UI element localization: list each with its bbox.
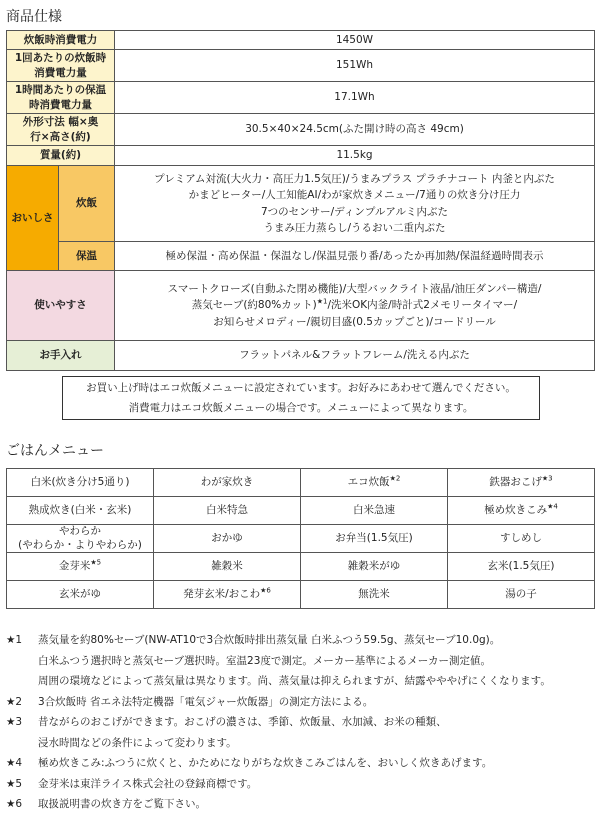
- menu-item: 鉄器おこげ$^{★3}$: [448, 469, 595, 497]
- menu-row: [7, 525, 595, 553]
- menu-item: 玄米がゆ: [7, 581, 154, 609]
- menu-item: エコ炊飯$^{★2}$: [301, 469, 448, 497]
- menu-item: お弁当(1.5気圧): [301, 525, 448, 553]
- menu-row: [7, 497, 595, 525]
- spec-value-power: 1450W: [115, 31, 595, 50]
- menu-row: [7, 581, 595, 609]
- category-tsukaiyasusa: 使いやすさ: [7, 271, 115, 341]
- eco-notice-line-1: お買い上げ時はエコ炊飯メニューに設定されています。お好みにあわせて選んでください。: [86, 382, 516, 394]
- menu-row: [7, 469, 595, 497]
- tsukaiyasusa-features: スマートクローズ(自動ふた閉め機能)/大型バックライト液晶/油圧ダンパー構造/ 蒸気セーブ(約80%カット)$^{★1}$/洗米OK内釜/時計式2メモリータイマー/ お知らせメロディー/親切目盛(0.5カップごと)/コードリール: [115, 271, 595, 341]
- menu-item: すしめし: [448, 525, 595, 553]
- footnote: ★4 極め炊きこみ:ふつうに炊くと、かためになりがちな炊きこみごはんを、おいしく炊きあげます。: [6, 757, 493, 769]
- spec-value-weight: 11.5kg: [115, 146, 595, 166]
- spec-label-power: 炊飯時消費電力: [7, 31, 115, 50]
- menu-item: 雑穀米: [154, 553, 301, 581]
- spec-value-energy-keepwarm: 17.1Wh: [115, 82, 595, 114]
- menu-item: 無洗米: [301, 581, 448, 609]
- subcategory-suihan: 炊飯: [59, 166, 115, 242]
- menu-item: 発芽玄米/おこわ$^{★6}$: [154, 581, 301, 609]
- menu-item: わが家炊き: [154, 469, 301, 497]
- menu-item: 金芽米$^{★5}$: [7, 553, 154, 581]
- spec-section-title: 商品仕様: [6, 9, 62, 25]
- menu-item: 玄米(1.5気圧): [448, 553, 595, 581]
- spec-value-energy-cook: 151Wh: [115, 50, 595, 82]
- hoon-features: 極め保温・高め保温・保温なし/保温見張り番/あったか再加熱/保温経過時間表示: [115, 242, 595, 271]
- menu-row: [7, 553, 595, 581]
- menu-item: 白米(炊き分け5通り): [7, 469, 154, 497]
- eco-notice-box: [62, 376, 540, 420]
- category-oteire: お手入れ: [7, 341, 115, 371]
- suihan-features: プレミアム対流(大火力・高圧力1.5気圧)/うまみプラス プラチナコート 内釜と内ぶた かまどヒーター/人工知能AI/わが家炊きメニュー/7通りの炊き分け圧力 7つのセンサー/ディンプルアルミ内ぶた うまみ圧力蒸らし/うるおい二重内ぶた: [115, 166, 595, 242]
- eco-notice-line-2: 消費電力はエコ炊飯メニューの場合です。メニューによって異なります。: [128, 402, 474, 414]
- spec-label-energy-cook: 1回あたりの炊飯時 消費電力量: [7, 50, 115, 82]
- menu-item: 雑穀米がゆ: [301, 553, 448, 581]
- menu-section-title: ごはんメニュー: [6, 443, 104, 459]
- menu-item: やわらか (やわらか・よりやわらか): [7, 525, 154, 553]
- oteire-features: フラットパネル&フラットフレーム/洗える内ぶた: [115, 341, 595, 371]
- menu-table: [6, 468, 595, 609]
- footnote: ★1 蒸気量を約80%セーブ(NW-AT10で3合炊飯時排出蒸気量 白米ふつう59.5g、蒸気セーブ10.0g)。 白米ふつう選択時と蒸気セーブ選択時。室温23度で測定。メーカー基準によるメーカー測定値。 周囲の環境などによって蒸気量は異なります。尚、蒸気量は抑えられますが、結露やややげにくくなります。: [6, 634, 551, 687]
- footnote: ★6 取扱説明書の炊き方をご覧下さい。: [6, 798, 206, 810]
- footnotes: [6, 630, 596, 815]
- subcategory-hoon: 保温: [59, 242, 115, 271]
- menu-item: おかゆ: [154, 525, 301, 553]
- footnote: ★3 昔ながらのおこげができます。おこげの濃さは、季節、炊飯量、水加減、お米の種類、 浸水時間などの条件によって変わります。: [6, 716, 447, 749]
- menu-item: 白米特急: [154, 497, 301, 525]
- menu-item: 湯の子: [448, 581, 595, 609]
- menu-item: 極め炊きこみ$^{★4}$: [448, 497, 595, 525]
- spec-label-energy-keepwarm: 1時間あたりの保温 時消費電力量: [7, 82, 115, 114]
- spec-table: [6, 30, 595, 371]
- menu-item: 白米急速: [301, 497, 448, 525]
- menu-item: 熟成炊き(白米・玄米): [7, 497, 154, 525]
- category-oishisa: おいしさ: [7, 166, 59, 271]
- spec-label-weight: 質量(約): [7, 146, 115, 166]
- spec-value-dimensions: 30.5×40×24.5cm(ふた開け時の高さ 49cm): [115, 114, 595, 146]
- footnote: ★5 金芽米は東洋ライス株式会社の登録商標です。: [6, 777, 258, 790]
- footnote: ★2 3合炊飯時 省エネ法特定機器「電気ジャー炊飯器」の測定方法による。: [6, 695, 374, 708]
- spec-label-dimensions: 外形寸法 幅×奥 行×高さ(約): [7, 114, 115, 146]
